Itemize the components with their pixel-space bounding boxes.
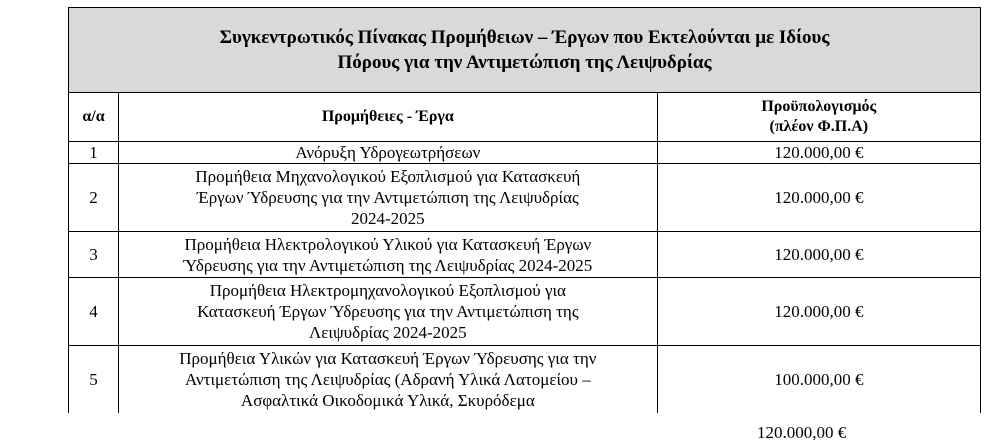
row-budget: 120.000,00 €: [657, 232, 980, 278]
header-row: [69, 93, 981, 142]
row-budget: 120.000,00 €: [657, 278, 980, 346]
table-title: [69, 8, 981, 93]
table-row: [69, 142, 981, 164]
table-row: [69, 278, 981, 346]
description-line: Προμήθεια Ηλεκτρομηχανολογικού Εξοπλισμού για: [209, 281, 566, 300]
procurement-table: [68, 7, 981, 413]
row-number: 3: [69, 232, 119, 278]
description-line: Προμήθεια Ηλεκτρολογικού Υλικού για Κατασκευή Έργων: [184, 234, 592, 254]
row-budget: 120.000,00 €: [657, 164, 980, 232]
description-line: 2024-2025: [351, 209, 425, 228]
table-row: [69, 346, 981, 414]
header-budget: [657, 93, 980, 142]
row-description: [119, 164, 658, 232]
row-number: 4: [69, 278, 119, 346]
row-description: [119, 278, 658, 346]
description-line: Ασφαλτικά Οικοδομικά Υλικά, Σκυρόδεμα: [240, 391, 535, 410]
partial-total-amount: 120.000,00 €: [757, 423, 847, 442]
description-line: Κατασκευή Έργων Ύδρευσης για την Αντιμετώπιση της: [197, 302, 579, 321]
row-budget: 100.000,00 €: [657, 346, 980, 414]
description-line: Έργων Ύδρευσης για την Αντιμετώπιση της Λειψυδρίας: [196, 188, 579, 207]
title-line-1: Συγκεντρωτικός Πίνακας Προμήθειων – Έργων που Εκτελούνται με Ιδίους: [219, 27, 830, 48]
header-budget-line-1: Προϋπολογισμός: [761, 98, 877, 115]
description-line: Λειψυδρίας 2024-2025: [308, 323, 467, 342]
description-line: Αντιμετώπιση της Λειψυδρίας (Αδρανή Υλικά Λατομείου –: [184, 370, 591, 389]
row-budget: 120.000,00 €: [657, 142, 980, 164]
row-description: [119, 142, 658, 164]
table-row: [69, 232, 981, 278]
row-number: 5: [69, 346, 119, 414]
table-row: [69, 164, 981, 232]
description-line: Προμήθεια Υλικών για Κατασκευή Έργων Ύδρευσης για την: [179, 349, 597, 368]
description-line: Ύδρευσης για την Αντιμετώπιση της Λειψυδρίας 2024-2025: [183, 255, 593, 275]
row-number: 1: [69, 142, 119, 164]
row-description: [119, 346, 658, 414]
header-aa: α/α: [69, 93, 119, 142]
description-line: Προμήθεια Μηχανολογικού Εξοπλισμού για Κατασκευή: [195, 167, 581, 186]
row-number: 2: [69, 164, 119, 232]
header-budget-line-2: (πλέον Φ.Π.Α): [769, 118, 869, 135]
row-description: [119, 232, 658, 278]
description-line: Ανόρυξη Υδρογεωτρήσεων: [295, 143, 481, 162]
title-line-2: Πόρους για την Αντιμετώπιση της Λειψυδρίας: [337, 52, 712, 73]
header-items: Προμήθειες - Έργα: [119, 93, 658, 142]
